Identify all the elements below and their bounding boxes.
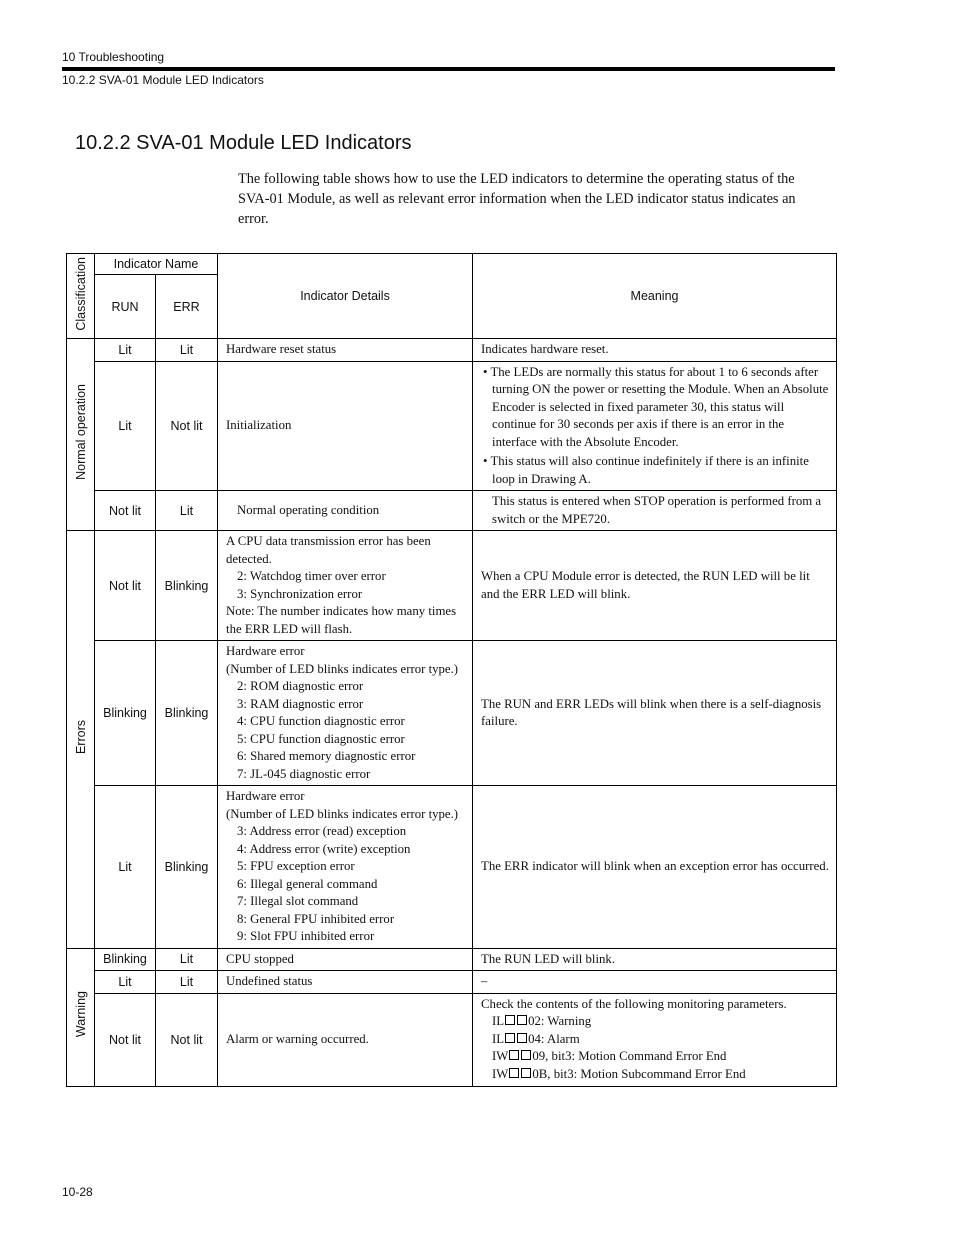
run-status: Not lit [95,491,156,531]
err-status: Not lit [156,993,218,1086]
monitor-param: IW 0B, bit3: Motion Subcommand Error End [492,1066,746,1081]
group-errors: Errors [67,531,95,949]
meaning: Check the contents of the following monitoring parameters. IL 02: Warning IL 04: Alarm IW 09, bit3: Motion Command Error End IW 0B, bit3: Motion Subcommand Error End [473,993,837,1086]
err-status: Not lit [156,361,218,491]
err-header: ERR [156,275,218,339]
run-status: Not lit [95,531,156,641]
indicator-details: Alarm or warning occurred. [218,993,473,1086]
run-status: Lit [95,971,156,994]
indicator-details-header: Indicator Details [218,254,473,339]
monitor-param: IL 04: Alarm [492,1031,580,1046]
err-status: Lit [156,971,218,994]
run-status: Blinking [95,641,156,786]
placeholder-box-icon [521,1050,531,1060]
table-row [67,971,837,994]
placeholder-box-icon [509,1068,519,1078]
placeholder-box-icon [521,1068,531,1078]
page-number: 10-28 [62,1185,93,1199]
meaning: • The LEDs are normally this status for about 1 to 6 seconds after turning ON the power or resetting the Module. When an Absolute Encoder is selected in fixed parameter 30, this status will continue for 30 seconds per axis if there is an error in the interface with the Absolute Encoder. • This status will also continue indefinitely if there is an infinite loop in Drawing A. [473,361,837,491]
err-status: Lit [156,948,218,971]
indicator-details: Hardware error (Number of LED blinks indicates error type.) 3: Address error (read) exception 4: Address error (write) exception 5: FPU exception error 6: Illegal general command 7: Illegal slot command 8: General FPU inhibited error 9: Slot FPU inhibited error [218,786,473,949]
running-header-chapter: 10 Troubleshooting [62,50,165,64]
err-status: Blinking [156,786,218,949]
indicator-details: Normal operating condition [218,491,473,531]
indicator-details: Hardware reset status [218,339,473,362]
meaning: The RUN and ERR LEDs will blink when there is a self-diagnosis failure. [473,641,837,786]
table-row [67,641,837,786]
indicator-details: Hardware error (Number of LED blinks indicates error type.) 2: ROM diagnostic error 3: RAM diagnostic error 4: CPU function diagnostic error 5: CPU function diagnostic error 6: Shared memory diagnostic error 7: JL-045 diagnostic error [218,641,473,786]
indicator-details: A CPU data transmission error has been detected. 2: Watchdog timer over error 3: Synchronization error Note: The number indicates how many times the ERR LED will flash. [218,531,473,641]
meaning: Indicates hardware reset. [473,339,837,362]
indicator-details: CPU stopped [218,948,473,971]
indicator-name-header: Indicator Name [95,254,218,275]
table-row [67,531,837,641]
meaning: The RUN LED will blink. [473,948,837,971]
table-row [67,993,837,1086]
meaning: – [473,971,837,994]
meaning: When a CPU Module error is detected, the RUN LED will be lit and the ERR LED will blink. [473,531,837,641]
table-row [67,948,837,971]
table-row [67,491,837,531]
placeholder-box-icon [517,1015,527,1025]
running-header-section: 10.2.2 SVA-01 Module LED Indicators [62,73,264,87]
indicator-details: Initialization [218,361,473,491]
run-status: Lit [95,339,156,362]
table-row [67,339,837,362]
meaning: The ERR indicator will blink when an exception error has occurred. [473,786,837,949]
led-indicator-table [66,253,837,1087]
err-status: Lit [156,491,218,531]
placeholder-box-icon [509,1050,519,1060]
page-title: 10.2.2 SVA-01 Module LED Indicators [75,132,412,154]
placeholder-box-icon [517,1033,527,1043]
err-status: Blinking [156,531,218,641]
header-rule [62,67,835,71]
run-status: Blinking [95,948,156,971]
group-normal-operation: Normal operation [67,339,95,531]
intro-paragraph: The following table shows how to use the LED indicators to determine the operating status of the SVA-01 Module, as well as relevant error information when the LED indicator status indicates an error. [238,171,796,227]
err-status: Blinking [156,641,218,786]
classification-header: Classification [67,254,95,339]
err-status: Lit [156,339,218,362]
meaning-header: Meaning [473,254,837,339]
monitor-param: IW 09, bit3: Motion Command Error End [492,1049,727,1064]
run-status: Lit [95,361,156,491]
group-warning: Warning [67,948,95,1086]
run-status: Not lit [95,993,156,1086]
placeholder-box-icon [505,1015,515,1025]
monitor-param: IL 02: Warning [492,1014,592,1029]
placeholder-box-icon [505,1033,515,1043]
run-status: Lit [95,786,156,949]
indicator-details: Undefined status [218,971,473,994]
meaning: This status is entered when STOP operation is performed from a switch or the MPE720. [473,491,837,531]
run-header: RUN [95,275,156,339]
table-row [67,786,837,949]
table-row [67,361,837,491]
